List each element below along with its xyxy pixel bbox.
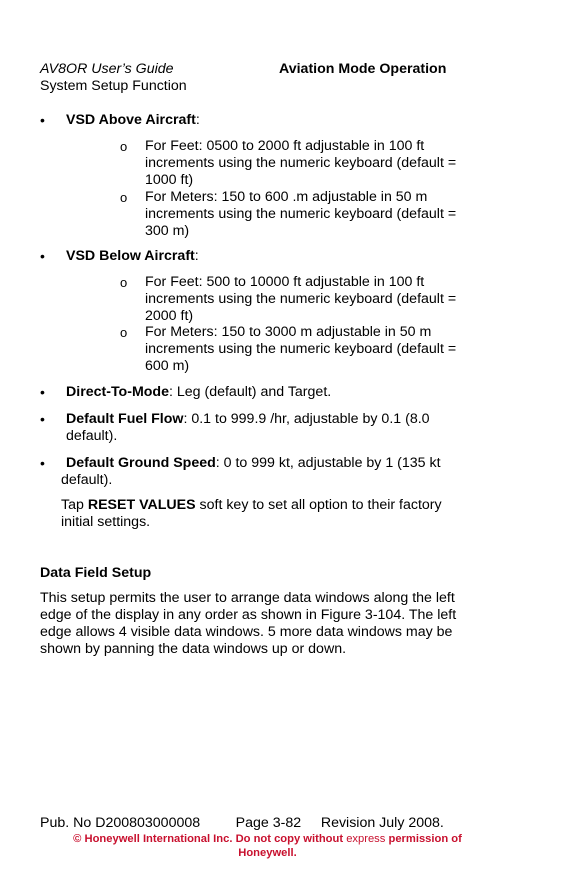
vsd-below-suffix: : bbox=[194, 248, 199, 264]
footer-line bbox=[40, 815, 444, 832]
vsd-above-suffix: : bbox=[195, 112, 200, 128]
text-line: edge of the display in any order as shown in Figure 3-104. The left bbox=[40, 607, 457, 623]
bullet-icon: • bbox=[40, 112, 45, 128]
guide-title: AV8OR User’s Guide bbox=[40, 61, 174, 77]
text-line bbox=[61, 497, 442, 514]
text-line: For Feet: 500 to 10000 ft adjustable in 100 ft bbox=[145, 274, 425, 290]
text-line: shown by panning the data windows up or down. bbox=[40, 641, 347, 657]
reset-paragraph bbox=[61, 497, 442, 531]
data-field-paragraph bbox=[40, 590, 480, 658]
text-line: For Meters: 150 to 3000 m adjustable in 50 m bbox=[145, 324, 432, 340]
direct-to-label: Direct-To-Mode bbox=[66, 384, 169, 400]
vsd-above-heading bbox=[66, 112, 200, 129]
ground-speed-label: Default Ground Speed bbox=[66, 455, 216, 471]
text-line: 300 m) bbox=[145, 223, 190, 239]
text-line: initial settings. bbox=[61, 514, 151, 530]
bullet-icon: • bbox=[40, 411, 45, 427]
ground-speed-continued: default). bbox=[61, 472, 113, 488]
copyright-c: permission of bbox=[385, 833, 462, 845]
text-line: default). bbox=[66, 428, 118, 444]
section-title: Aviation Mode Operation bbox=[279, 61, 447, 77]
text-line: 2000 ft) bbox=[145, 308, 194, 324]
bullet-icon: • bbox=[40, 248, 45, 264]
text-line: increments using the numeric keyboard (default = bbox=[145, 341, 457, 357]
vsd-above-meters bbox=[145, 189, 475, 240]
text-line: Honeywell. bbox=[238, 847, 297, 859]
page-number: Page 3-82 bbox=[235, 815, 302, 831]
text-line bbox=[40, 832, 495, 846]
bullet-icon: • bbox=[40, 384, 45, 400]
text-line: 600 m) bbox=[145, 358, 190, 374]
sub-bullet-icon: o bbox=[120, 275, 128, 290]
reset-post: soft key to set all option to their factory bbox=[195, 497, 442, 513]
text-line: For Meters: 150 to 600 .m adjustable in 50 m bbox=[145, 189, 428, 205]
vsd-below-heading bbox=[66, 248, 199, 265]
ground-speed bbox=[66, 455, 441, 472]
revision: Revision July 2008. bbox=[320, 815, 444, 831]
sub-bullet-icon: o bbox=[120, 190, 128, 205]
text-line: This setup permits the user to arrange data windows along the left bbox=[40, 590, 455, 606]
pub-number: Pub. No D200803000008 bbox=[40, 815, 201, 831]
vsd-below-meters bbox=[145, 324, 475, 375]
text-line: edge allows 4 visible data windows. 5 more data windows may be bbox=[40, 624, 453, 640]
text-line: increments using the numeric keyboard (default = bbox=[145, 291, 457, 307]
copyright-a: © Honeywell International Inc. Do not copy without bbox=[73, 833, 347, 845]
fuel-flow bbox=[66, 411, 430, 445]
direct-to-text: : Leg (default) and Target. bbox=[168, 384, 332, 400]
text-line: increments using the numeric keyboard (default = bbox=[145, 206, 457, 222]
ground-speed-text: : 0 to 999 kt, adjustable by 1 (135 kt bbox=[215, 455, 441, 471]
fuel-flow-label: Default Fuel Flow bbox=[66, 411, 184, 427]
sub-bullet-icon: o bbox=[120, 325, 128, 340]
copyright-notice bbox=[40, 832, 495, 860]
text-line: 1000 ft) bbox=[145, 172, 194, 188]
sub-bullet-icon: o bbox=[120, 139, 128, 154]
text-line: increments using the numeric keyboard (default = bbox=[145, 155, 457, 171]
text-line: For Feet: 0500 to 2000 ft adjustable in 100 ft bbox=[145, 138, 425, 154]
vsd-above-label: VSD Above Aircraft bbox=[66, 112, 196, 128]
page-subtitle: System Setup Function bbox=[40, 78, 187, 94]
text-line bbox=[66, 411, 430, 428]
vsd-above-feet bbox=[145, 138, 475, 189]
vsd-below-feet bbox=[145, 274, 475, 325]
copyright-b: express bbox=[346, 833, 386, 845]
bullet-icon: • bbox=[40, 455, 45, 471]
vsd-below-label: VSD Below Aircraft bbox=[66, 248, 195, 264]
data-field-heading: Data Field Setup bbox=[40, 565, 152, 581]
reset-key: RESET VALUES bbox=[87, 497, 196, 513]
reset-pre: Tap bbox=[61, 497, 88, 513]
direct-to-mode bbox=[66, 384, 331, 401]
fuel-flow-text: : 0.1 to 999.9 /hr, adjustable by 0.1 (8.0 bbox=[183, 411, 430, 427]
